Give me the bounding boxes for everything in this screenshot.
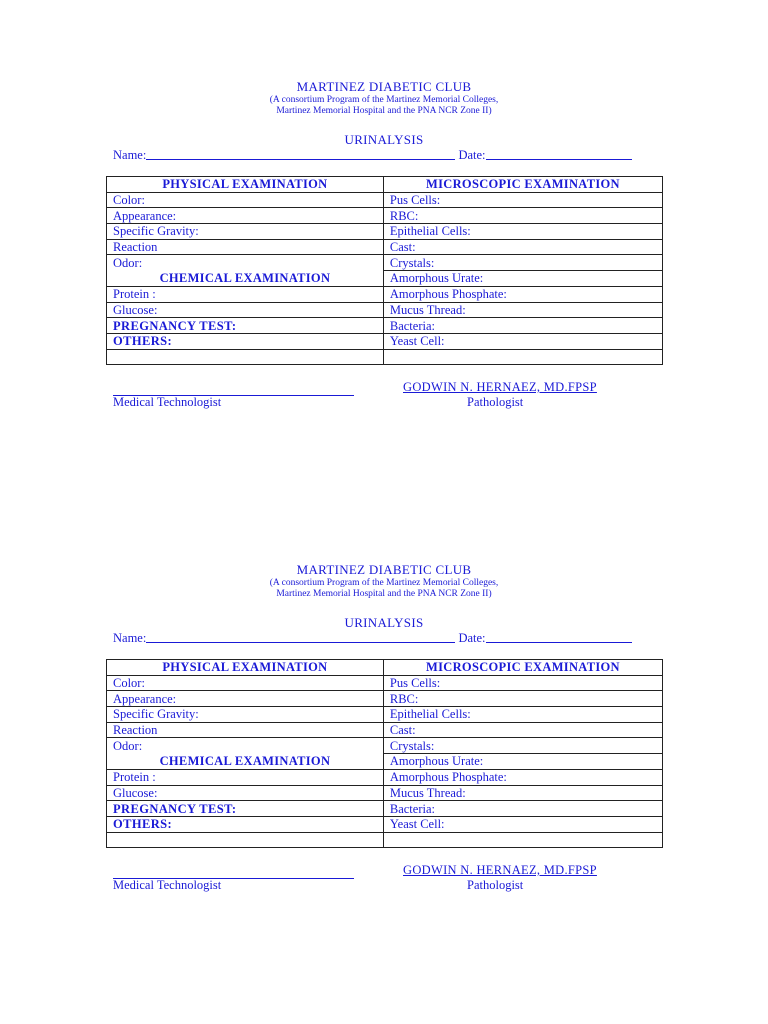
amorphous-phosphate-field: Amorphous Phosphate:	[383, 286, 662, 302]
others-field: OTHERS:	[107, 333, 384, 349]
physical-exam-header: PHYSICAL EXAMINATION	[107, 660, 384, 676]
medtech-signature-line[interactable]	[113, 864, 354, 879]
physical-exam-header: PHYSICAL EXAMINATION	[107, 177, 384, 193]
blank-cell	[107, 349, 384, 365]
pathologist-label: Pathologist	[467, 878, 524, 892]
medtech-label: Medical Technologist	[113, 878, 222, 892]
medtech-label: Medical Technologist	[113, 395, 222, 409]
date-label: Date:	[458, 631, 486, 645]
amorphous-urate-field: Amorphous Urate:	[383, 754, 662, 770]
glucose-field: Glucose:	[107, 785, 384, 801]
pus-cells-field: Pus Cells:	[383, 192, 662, 208]
blank-cell	[107, 832, 384, 848]
appearance-field: Appearance:	[107, 691, 384, 707]
glucose-field: Glucose:	[107, 302, 384, 318]
odor-field: Odor:	[107, 738, 384, 754]
chemical-exam-header: CHEMICAL EXAMINATION	[107, 271, 384, 287]
pus-cells-field: Pus Cells:	[383, 675, 662, 691]
club-name: MARTINEZ DIABETIC CLUB	[296, 79, 472, 94]
amorphous-urate-field: Amorphous Urate:	[383, 271, 662, 287]
cast-field: Cast:	[383, 722, 662, 738]
odor-field: Odor:	[107, 255, 384, 271]
name-label: Name:	[113, 631, 147, 645]
appearance-field: Appearance:	[107, 208, 384, 224]
consortium-subtitle-line2: Martinez Memorial Hospital and the PNA NCR Zone II)	[276, 106, 492, 116]
bacteria-field: Bacteria:	[383, 801, 662, 817]
consortium-subtitle-line2: Martinez Memorial Hospital and the PNA NCR Zone II)	[276, 589, 492, 599]
reaction-field: Reaction	[107, 239, 384, 255]
pregnancy-test-field: PREGNANCY TEST:	[107, 801, 384, 817]
rbc-field: RBC:	[383, 691, 662, 707]
specific-gravity-field: Specific Gravity:	[107, 707, 384, 723]
form-title: URINALYSIS	[344, 615, 424, 630]
microscopic-exam-header: MICROSCOPIC EXAMINATION	[383, 660, 662, 676]
specific-gravity-field: Specific Gravity:	[107, 224, 384, 240]
urinalysis-form-2	[0, 483, 768, 963]
pathologist-name: GODWIN N. HERNAEZ, MD.FPSP	[403, 863, 597, 877]
name-date-row	[113, 630, 632, 646]
pathologist-label: Pathologist	[467, 395, 524, 409]
mucus-thread-field: Mucus Thread:	[383, 302, 662, 318]
crystals-field: Crystals:	[383, 738, 662, 754]
blank-cell	[383, 349, 662, 365]
color-field: Color:	[107, 192, 384, 208]
reaction-field: Reaction	[107, 722, 384, 738]
amorphous-phosphate-field: Amorphous Phosphate:	[383, 769, 662, 785]
protein-field: Protein :	[107, 286, 384, 302]
name-field[interactable]	[146, 630, 455, 643]
name-label: Name:	[113, 148, 147, 162]
epithelial-cells-field: Epithelial Cells:	[383, 224, 662, 240]
cast-field: Cast:	[383, 239, 662, 255]
urinalysis-form-1	[0, 0, 768, 480]
form-title: URINALYSIS	[344, 132, 424, 147]
crystals-field: Crystals:	[383, 255, 662, 271]
mucus-thread-field: Mucus Thread:	[383, 785, 662, 801]
pathologist-name: GODWIN N. HERNAEZ, MD.FPSP	[403, 380, 597, 394]
microscopic-exam-header: MICROSCOPIC EXAMINATION	[383, 177, 662, 193]
chemical-exam-header: CHEMICAL EXAMINATION	[107, 754, 384, 770]
blank-cell	[383, 832, 662, 848]
consortium-subtitle-line1: (A consortium Program of the Martinez Memorial Colleges,	[269, 578, 499, 588]
name-field[interactable]	[146, 147, 455, 160]
club-name: MARTINEZ DIABETIC CLUB	[296, 562, 472, 577]
consortium-subtitle-line1: (A consortium Program of the Martinez Memorial Colleges,	[269, 95, 499, 105]
date-field[interactable]	[486, 147, 632, 160]
medtech-signature-line[interactable]	[113, 381, 354, 396]
epithelial-cells-field: Epithelial Cells:	[383, 707, 662, 723]
exam-table	[106, 659, 663, 848]
yeast-cell-field: Yeast Cell:	[383, 816, 662, 832]
color-field: Color:	[107, 675, 384, 691]
yeast-cell-field: Yeast Cell:	[383, 333, 662, 349]
exam-table	[106, 176, 663, 365]
protein-field: Protein :	[107, 769, 384, 785]
bacteria-field: Bacteria:	[383, 318, 662, 334]
date-field[interactable]	[486, 630, 632, 643]
pregnancy-test-field: PREGNANCY TEST:	[107, 318, 384, 334]
others-field: OTHERS:	[107, 816, 384, 832]
date-label: Date:	[458, 148, 486, 162]
rbc-field: RBC:	[383, 208, 662, 224]
name-date-row	[113, 147, 632, 163]
